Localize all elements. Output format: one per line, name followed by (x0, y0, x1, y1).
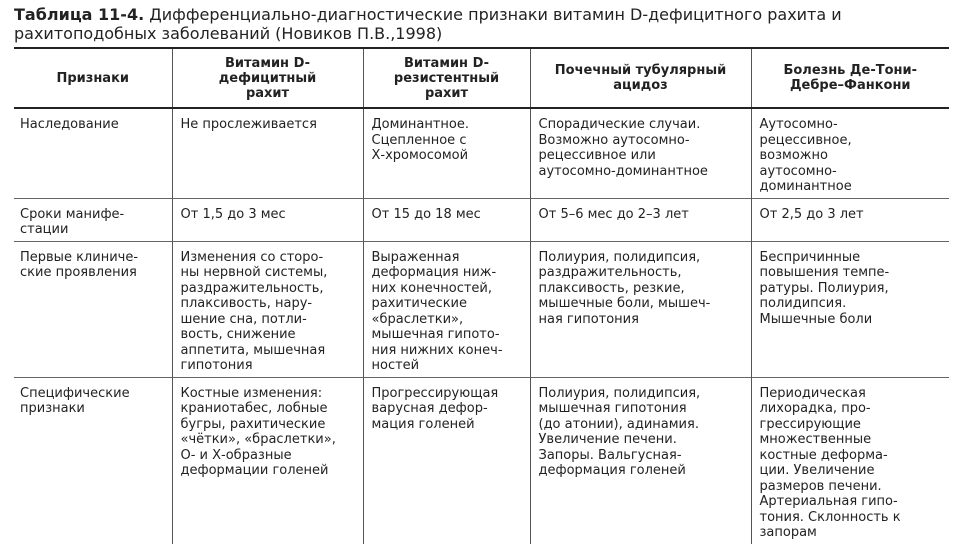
header-cell-signs: Признаки (56, 70, 130, 86)
table-row (14, 241, 949, 377)
table-title: Дифференциально-диагностические признаки витамин D-дефицитного рахита и рахитоподобных заболеваний (Новиков П.В.,1998) (14, 5, 842, 43)
header-cell-vitamin-d-resistant: Витамин D- резистентный рахит (363, 48, 530, 108)
header-cell-de-toni-debre-fanconi: Болезнь Де-Тони- Дебре–Фанкони (751, 48, 949, 108)
header-row (14, 48, 949, 108)
table-cell: От 1,5 до 3 мес (172, 198, 363, 241)
table-number: Таблица 11-4. (14, 5, 145, 24)
table-row (14, 108, 949, 198)
row-label-cell: Специфические признаки (14, 377, 172, 544)
table-cell: От 15 до 18 мес (363, 198, 530, 241)
table-cell: Прогрессирующая варусная дефор- мация голеней (363, 377, 530, 544)
table-cell: От 2,5 до 3 лет (751, 198, 949, 241)
table-cell: Периодическая лихорадка, про- грессирующие множественные костные деформа- ции. Увеличение размеров печени. Артериальная гипо- тония. Склонность к запорам (751, 377, 949, 544)
table-cell: Выраженная деформация ниж- них конечностей, рахитические «браслетки», мышечная гипото- ния нижних конеч- ностей (363, 241, 530, 377)
row-label-cell: Первые клиниче- ские проявления (14, 241, 172, 377)
table-row (14, 198, 949, 241)
table-row (14, 377, 949, 544)
comparison-table (14, 47, 949, 544)
table-cell: Беспричинные повышения темпе- ратуры. Полиурия, полидипсия. Мышечные боли (751, 241, 949, 377)
header-cell-vitamin-d-deficient: Витамин D- дефицитный рахит (172, 48, 363, 108)
table-cell: Полиурия, полидипсия, раздражительность, плаксивость, резкие, мышечные боли, мышеч- ная гипотония (530, 241, 751, 377)
table-cell: Не прослеживается (172, 108, 363, 198)
row-label-cell: Наследование (20, 117, 119, 132)
comparison-table-container (14, 47, 949, 544)
table-cell: Полиурия, полидипсия, мышечная гипотония (до атонии), адинамия. Увеличение печени. Запоры. Вальгусная- деформация голеней (530, 377, 751, 544)
table-caption (14, 5, 949, 43)
header-cell-renal-tubular-acidosis: Почечный тубулярный ацидоз (530, 48, 751, 108)
table-cell: Доминантное. Сцепленное с Х-хромосомой (363, 108, 530, 198)
table-cell: Костные изменения: краниотабес, лобные бугры, рахитические «чётки», «браслетки», О- и Х-образные деформации голеней (172, 377, 363, 544)
table-cell: Аутосомно- рецессивное, возможно аутосомно- доминантное (751, 108, 949, 198)
table-cell: От 5–6 мес до 2–3 лет (530, 198, 751, 241)
row-label-cell: Сроки манифе- стации (14, 198, 172, 241)
table-cell: Изменения со сторо- ны нервной системы, раздражительность, плаксивость, нару- шение сна, потли- вость, снижение аппетита, мышечная гипотония (172, 241, 363, 377)
table-cell: Спорадические случаи. Возможно аутосомно- рецессивное или аутосомно-доминантное (530, 108, 751, 198)
